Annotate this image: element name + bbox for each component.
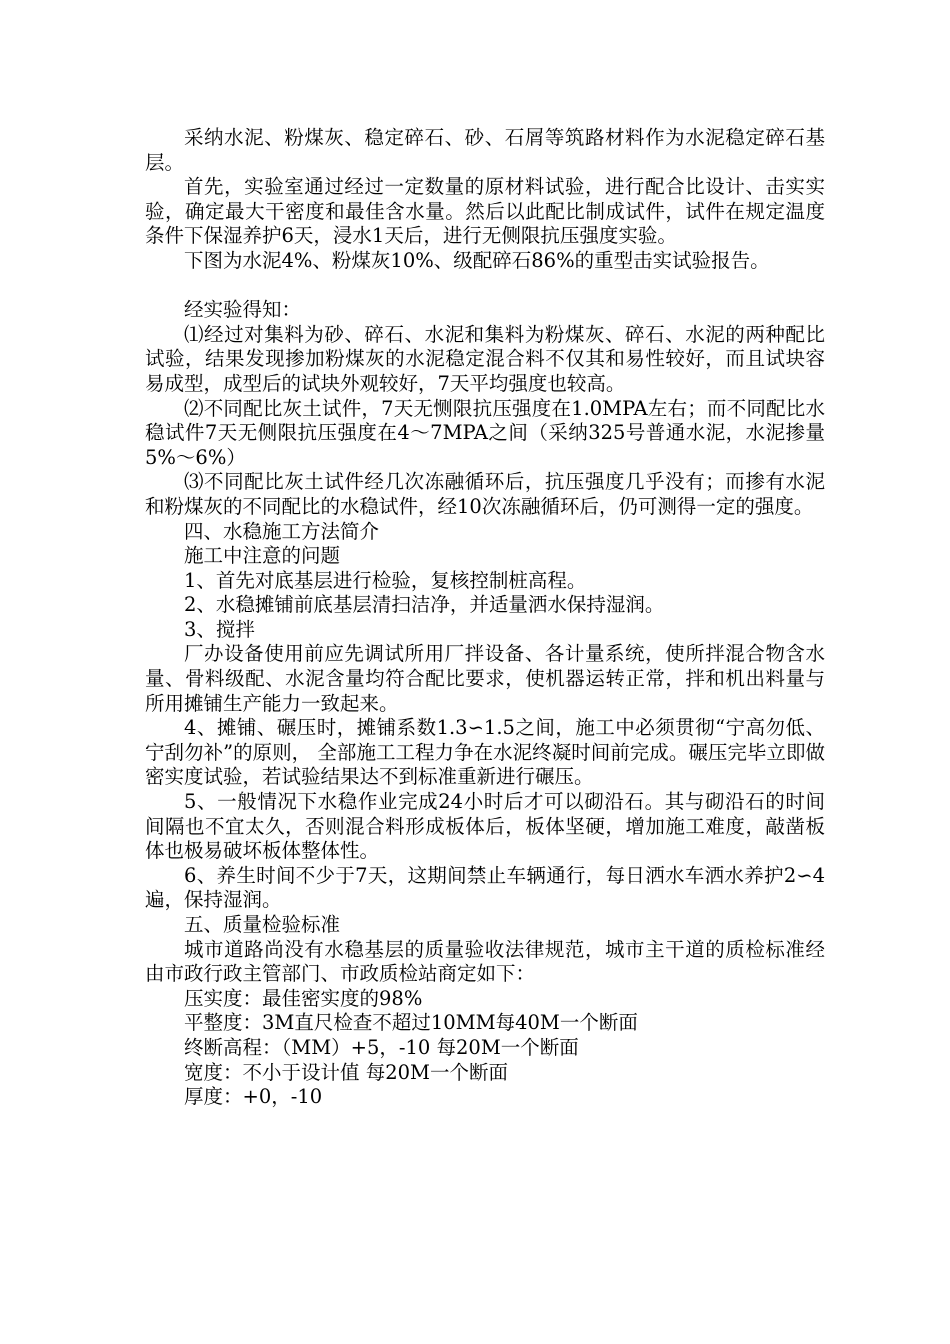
paragraph: 1、首先对底基层进行检验，复核控制桩高程。 (184, 568, 587, 592)
paragraph: 5、一般情况下水稳作业完成24小时后才可以砌沿石。其与砌沿石的时间间隔也不宜太久，否则混合料形成板体后，板体坚硬，增加施工难度，敲凿板体也极易破坏板体整体性。 (145, 790, 825, 863)
blank-line (145, 274, 825, 299)
paragraph: ⑴经过对集料为砂、碎石、水泥和集料为粉煤灰、碎石、水泥的两种配比试验，结果发现掺加粉煤灰的水泥稳定混合料不仅其和易性较好，而且试块容易成型，成型后的试块外观较好，7天平均强度也较高。 (145, 322, 825, 395)
standard-item: 厚度：+0，-10 (184, 1085, 323, 1109)
standard-item: 终断高程：（MM）+5，-10 每20M一个断面 (184, 1035, 579, 1059)
paragraph: 2、水稳摊铺前底基层清扫洁净，并适量洒水保持湿润。 (184, 593, 665, 617)
standard-item: 压实度：最佳密实度的98% (184, 986, 423, 1010)
paragraph: 下图为水泥4%、粉煤灰10%、级配碎石86%的重型击实试验报告。 (184, 248, 770, 272)
paragraph: 经实验得知： (184, 298, 302, 322)
standard-item: 宽度：不小于设计值 每20M一个断面 (184, 1060, 508, 1084)
paragraph: 厂办设备使用前应先调试所用厂拌设备、各计量系统，使所拌混合物含水量、骨料级配、水泥含量均符合配比要求，使机器运转正常，拌和机出料量与所用摊铺生产能力一致起来。 (145, 642, 825, 715)
document-body (145, 126, 825, 1110)
standard-item: 平整度：3M直尺检查不超过10MM每40M一个断面 (184, 1011, 638, 1035)
section-heading: 四、水稳施工方法简介 (184, 519, 380, 543)
section-heading: 五、质量检验标准 (184, 913, 341, 936)
paragraph: ⑶不同配比灰土试件经几次冻融循环后，抗压强度几乎没有；而掺有水泥和粉煤灰的不同配比的水稳试件，经10次冻融循环后，仍可测得一定的强度。 (145, 470, 825, 518)
paragraph: 6、养生时间不少于7天，这期间禁止车辆通行，每日洒水车洒水养护2∽4遍，保持湿润。 (145, 863, 825, 912)
paragraph: ⑵不同配比灰土试件，7天无恻限抗压强度在1.0MPA左右；而不同配比水稳试件7天无侧限抗压强度在4～7MPA之间（采纳325号普通水泥，水泥掺量5%～6%） (145, 396, 825, 469)
subheading: 施工中注意的问题 (184, 544, 341, 568)
paragraph: 4、摊铺、碾压时，摊铺系数1.3∽1.5之间，施工中必须贯彻“宁高勿低、宁刮勿补”的原则， 全部施工工程力争在水泥终凝时间前完成。碾压完毕立即做密实度试验，若试验结果达不到标准重新进行碾压。 (145, 716, 825, 789)
paragraph: 首先，实验室通过经过一定数量的原材料试验，进行配合比设计、击实实验，确定最大干密度和最佳含水量。然后以此配比制成试件，试件在规定温度条件下保湿养护6天，浸水1天后，进行无侧限抗压强度实验。 (145, 175, 825, 248)
subheading: 3、搅拌 (184, 617, 255, 641)
paragraph: 城市道路尚没有水稳基层的质量验收法律规范，城市主干道的质检标准经由市政行政主管部门、市政质检站商定如下： (145, 937, 825, 986)
paragraph: 采纳水泥、粉煤灰、稳定碎石、砂、石屑等筑路材料作为水泥稳定碎石基层。 (145, 126, 825, 174)
